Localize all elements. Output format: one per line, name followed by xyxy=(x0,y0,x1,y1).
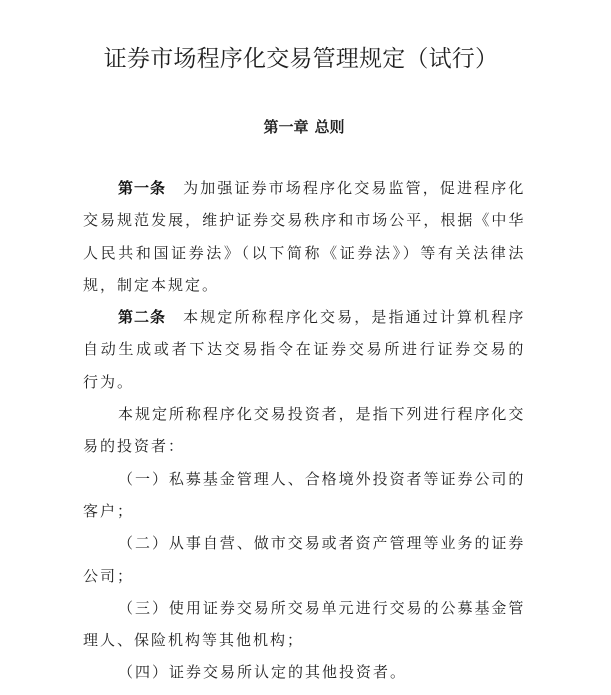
document-body xyxy=(83,172,525,689)
text-line: （一）私募基金管理人、合格境外投资者等证券公司的 xyxy=(118,469,525,488)
text-line: 易的投资者： xyxy=(83,437,186,456)
article-2 xyxy=(83,301,525,398)
list-item-1 xyxy=(83,463,525,528)
text-line: 理人、保险机构等其他机构； xyxy=(83,631,305,650)
text-line: 公司； xyxy=(83,566,135,585)
list-item-3 xyxy=(83,592,525,657)
text-line: （二）从事自营、做市交易或者资产管理等业务的证券 xyxy=(118,534,525,553)
list-item-4 xyxy=(83,656,525,688)
investor-definition-paragraph xyxy=(83,398,525,463)
text-line: （三）使用证券交易所交易单元进行交易的公募基金管 xyxy=(118,598,525,617)
article-label: 第一条 xyxy=(118,179,167,197)
document-title: 证券市场程序化交易管理规定（试行） xyxy=(103,46,499,72)
text-line: 规，制定本规定。 xyxy=(83,275,220,294)
text-line xyxy=(83,301,525,333)
text-line: 人民共和国证券法》（以下简称《证券法》）等有关法律法 xyxy=(83,243,525,262)
chapter-name: 总则 xyxy=(314,118,345,136)
text-line: （四）证券交易所认定的其他投资者。 xyxy=(118,663,408,682)
text-line: 客户； xyxy=(83,501,135,520)
article-label: 第二条 xyxy=(118,308,167,327)
article-1 xyxy=(83,172,525,301)
chapter-heading xyxy=(0,111,608,143)
line-text: 本规定所称程序化交易，是指通过计算机程序 xyxy=(183,308,525,327)
text-line: 本规定所称程序化交易投资者，是指下列进行程序化交 xyxy=(118,405,525,424)
text-line xyxy=(83,172,525,204)
text-line: 交易规范发展，维护证券交易秩序和市场公平，根据《中华 xyxy=(83,211,525,230)
line-text: 为加强证券市场程序化交易监管，促进程序化 xyxy=(183,179,525,197)
list-item-2 xyxy=(83,527,525,592)
text-line: 行为。 xyxy=(83,372,135,391)
chapter-number: 第一章 xyxy=(263,118,309,136)
text-line: 自动生成或者下达交易指令在证券交易所进行证券交易的 xyxy=(83,340,525,359)
